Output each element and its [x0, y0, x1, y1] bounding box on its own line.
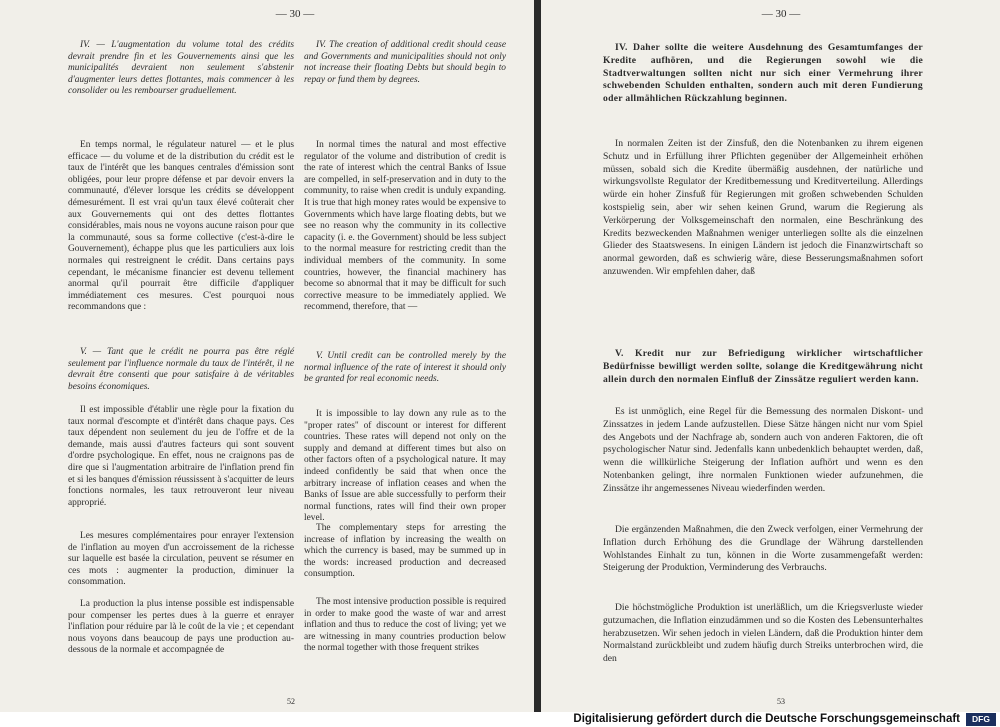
german-heading-iv: IV. Daher sollte die weitere Ausdehnung des Gesamtumfanges der Kredite aufhören, und die Regierungen sowohl wie die Stadtverwaltungen sollten nicht nur sich einer Vermehrung ihrer schwebenden Schulden enthalten, sondern auch mit deren Fundierung oder allmählichen Rückzahlung beginnen.	[603, 42, 923, 105]
german-heading-v: V. Kredit nur zur Befriedigung wirklicher wirtschaftlicher Bedürfnisse bewilligt werden sollte, solange die Kreditgewährung nicht allein durch den normalen Einfluß der Zinssätze reguliert werden kann.	[603, 348, 923, 385]
english-paragraph-1: In normal times the natural and most effective regulator of the volume and distribution of credit is the rate of interest which the central Banks of Issue are compelled, in self-preservation and in duty to the community, to raise when credit is unduly expanding. It is true that high money rates would be expensive to Governments which have large floating debts, but we see no reason why the community in its collective capacity (i. e. the Government) should be less subject to the normal measure for restricting credit than the individual members of the community. In some countries, however, the financial machinery has become so abnormal that it may be difficult for such corrective measure to be immediately applied. We recommend, therefore, that —	[304, 140, 506, 313]
digitization-footer	[0, 712, 1000, 727]
english-heading-v: V. Until credit can be controlled merely by the normal influence of the rate of interest it should only be granted for real economic needs.	[304, 351, 506, 385]
book-gutter	[534, 0, 541, 712]
page-header-number: — 30 —	[761, 8, 801, 20]
german-paragraph-1: In normalen Zeiten ist der Zinsfuß, den die Notenbanken zu ihrem eigenen Schutz und in Erfüllung ihrer Pflichten gegenüber der Allgemeinheit erhöhen müssen, sobald sich die Kredite übermäßig ausdehnen, der natürliche und wirkungsvollste Regulator der Kreditbemessung und Kreditverteilung. Allerdings würde ein hoher Zinsfuß für Regierungen mit großen schwebenden Schulden kostspielig sein, aber wir sehen keinen Grund, warum die Regierung als Verkörperung der Volksgemeinschaft den normalen, eine Beschränkung des Kredits bezweckenden Maßnahmen weniger unterliegen sollte als die einzelnen Glieder des Staatswesens. In einigen Ländern ist jedoch die Finanzwirtschaft so anormal geworden, daß es schwierig wäre, diese Besserungsmaßnahmen sofort anzuwenden. Wir empfehlen daher, daß	[603, 138, 923, 277]
french-paragraph-3: Les mesures complémentaires pour enrayer l'extension de l'inflation au moyen d'un accroissement de la richesse sur laquelle est basée la circulation, peuvent se résumer en ces mots : augmenter la production, diminuer la consommation.	[68, 531, 294, 588]
english-heading-iv: IV. The creation of additional credit should cease and Governments and municipalities should not only not increase their floating Debts but should begin to repay or fund them by degrees.	[304, 40, 506, 85]
french-paragraph-4: La production la plus intense possible est indispensable pour compenser les pertes dues à la guerre et enrayer l'inflation pour réduire par là le coût de la vie ; et cependant nous voyons dans beaucoup de pays une production au-dessous de la normale et accompagnée de	[68, 599, 294, 656]
french-paragraph-1: En temps normal, le régulateur naturel — et le plus efficace — du volume et de la distribution du crédit est le taux de l'intérêt que les banques centrales d'émission sont obligées, pour leur propre défense et par devoir envers la communauté, d'élever lorsque les crédits se développent démesurément. Il est vrai qu'un taux élevé coûterait cher aux Gouvernements qui ont des dettes flottantes considérables, mais nous ne voyons aucune raison pour que la communauté, sous sa forme collective (c'est-à-dire le Gouvernement), échappe plus que les particuliers aux lois normales qui restreignent le crédit. Dans certains pays cependant, le mécanisme financier est devenu tellement anormal qu'il pourrait être difficile d'appliquer immédiatement ces mesures. C'est pourquoi nous recommandons que :	[68, 140, 294, 313]
german-paragraph-2: Es ist unmöglich, eine Regel für die Bemessung des normalen Diskont- und Zinssatzes in jedem Lande aufzustellen. Diese Sätze hängen nicht nur vom Spiel des Angebots und der Nachfrage ab, sondern auch von anderen Faktoren, die oft psychologischer Natur sind. Jedenfalls kann unbedenklich behauptet werden, daß, wenn die willkürliche Steigerung der Inflation aufhört und wenn es den Notenbanken gelingt, ihre normalen Funktionen wieder aufzunehmen, die Zinssätze ihr angemessenes Niveau wiederfinden werden.	[603, 406, 923, 494]
page-footer-number: 52	[287, 697, 295, 706]
german-paragraph-3: Die ergänzenden Maßnahmen, die den Zweck verfolgen, einer Vermehrung der Inflation durch Erhöhung des die Grundlage der Währung darstellenden Wohlstandes Einhalt zu tun, können in die Worte zusammengefaßt werden: Steigerung der Produktion, Verminderung des Verbrauchs.	[603, 524, 923, 574]
page-footer-number: 53	[777, 697, 785, 706]
footer-credit-text: Digitalisierung gefördert durch die Deutsche Forschungsgemeinschaft	[573, 713, 960, 725]
french-paragraph-2: Il est impossible d'établir une règle pour la fixation du taux normal d'escompte et d'intérêt dans chaque pays. Ces taux dépendent non seulement du jeu de l'offre et de la demande, mais aussi d'autres facteurs qui sont souvent d'ordre psychologique. En effet, nous ne craignons pas de dire que si l'augmentation arbitraire de l'inflation prend fin et si les banques d'émission réussissent à s'acquitter de leurs fonctions normales, les taux retrouveront leur niveau approprié.	[68, 405, 294, 508]
english-paragraph-3: The complementary steps for arresting the increase of inflation by increasing the wealth on which the currency is based, may be summed up in the words: increased production and decreased consumption.	[304, 523, 506, 580]
french-heading-v: V. — Tant que le crédit ne pourra pas être réglé seulement par l'influence normale du taux de l'intérêt, il ne devrait être consenti que pour satisfaire à de véritables besoins économiques.	[68, 347, 294, 392]
german-paragraph-4: Die höchstmögliche Produktion ist unerläßlich, um die Kriegsverluste wieder gutzumachen, die Inflation einzudämmen und so die Kosten des Lebensunterhaltes herabzusetzen. Wir sehen jedoch in vielen Ländern, daß die Produktion hinter dem Normalstand zurückbleibt und zudem häufig durch Streiks unterbrochen wird, die den	[603, 602, 923, 665]
right-page	[541, 0, 1000, 712]
dfg-logo: DFG	[966, 713, 996, 726]
english-paragraph-4: The most intensive production possible is required in order to make good the waste of war and arrest inflation and thus to reduce the cost of living; yet we are witnessing in many countries production below the normal together with those frequent strikes	[304, 597, 506, 654]
english-paragraph-2: It is impossible to lay down any rule as to the "proper rates" of discount or interest for different countries. These rates will depend not only on the supply and demand at different times but also on other factors often of a psychological nature. It may indeed confidently be said that when once the arbitrary increase of inflation ceases and when the Banks of Issue are able successfully to perform their normal functions, rates will find their own proper level.	[304, 409, 506, 524]
french-heading-iv: IV. — L'augmentation du volume total des crédits devrait prendre fin et les Gouvernements ainsi que les municipalités devraient non seulement s'abstenir d'augmenter leurs dettes flottantes, mais commencer à les consolider ou les rembourser graduellement.	[68, 40, 294, 97]
page-header-number: — 30 —	[275, 8, 315, 20]
